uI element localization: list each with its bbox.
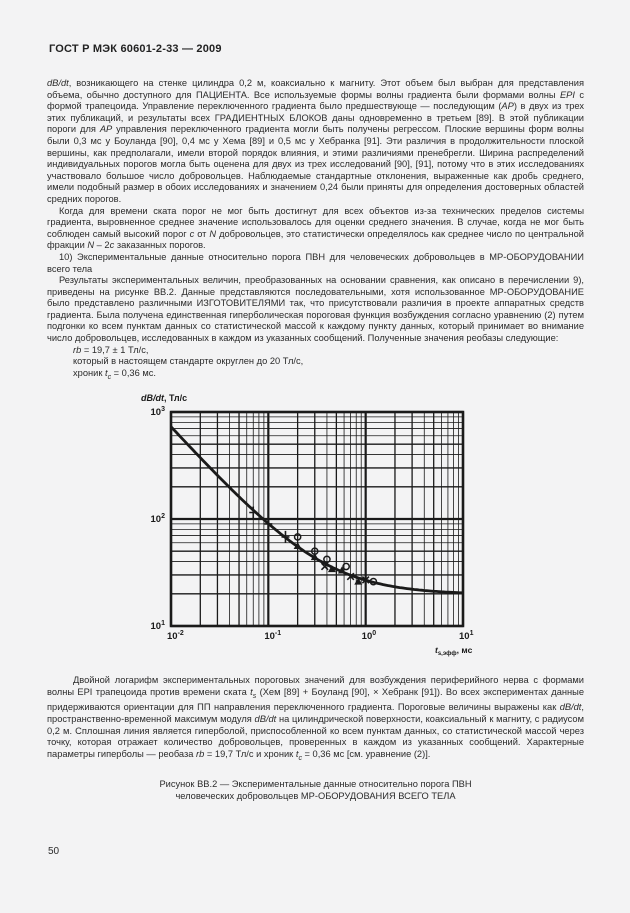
text-segment: , пространственно-временной максимум модуля (47, 702, 584, 724)
text-segment: на цилиндрической поверхности, коаксиальный к магниту, с радиусом 0,2 м. Сплошная линия является гиперболой, приспособленной ко всем пунктам данных, со статистической массой через точку, которая отражает количество добровольцев, проверенных в каждом из указанных сообщений. Характерные параметры гиперболы — реобаза (47, 713, 584, 759)
text-segment: t (104, 367, 108, 378)
y-tick-label: $10^1$ (150, 620, 165, 633)
paragraph (73, 356, 584, 368)
x-axis-label: $t_{s,эфф}$, мс (435, 645, 473, 658)
figure-caption (47, 778, 584, 802)
figure-bb2-chart (133, 389, 553, 667)
text-segment: c (109, 240, 115, 251)
text-segment: dB/dt (559, 702, 582, 713)
text-segment: t (250, 686, 253, 697)
fit-curve (171, 427, 463, 593)
text-segment: 10) Экспериментальные данные относительно порога ПВН для человеческих добровольцев в МР-ОБОРУДОВАНИИ всего тела (47, 251, 584, 274)
figure-caption-line2: человеческих добровольцев МР-ОБОРУДОВАНИЯ ВСЕГО ТЕЛА (175, 791, 456, 802)
text-segment: = 19,7 ± 1 Тл/с, (81, 344, 149, 355)
text-segment: заказанных порогов. (114, 240, 206, 251)
text-segment: который в настоящем стандарте округлен до 20 Тл/с, (73, 356, 304, 367)
text-segment: N (87, 240, 95, 251)
text-segment: (Хем [89] + Боуланд [90], × Хебранк [91]). Во всех экспериментах данные придерживаются ориентации для ПП направления переключенного градиента. Пороговые величины выражены как (47, 686, 584, 713)
paragraph (47, 252, 584, 275)
text-segment: = 0,36 мс [см. уравнение (2)]. (301, 748, 431, 759)
x-tick-label: $10^1$ (459, 630, 474, 643)
text-segment: AP (501, 101, 514, 112)
text-segment: с формой трапецоида. Управление переключенного градиента было предшествующе — последующим ( (47, 89, 585, 112)
text-segment: = 0,36 мс. (111, 367, 156, 378)
text-segment: Результаты экспериментальных величин, преобразованных на основании сравнения, как описано в перечислении 9), приведены на рисунке ВВ.2. Данные представляются последовательными, хотя использованное МР-ОБОРУДОВАНИЕ было представлено различными ИЗГОТОВИТЕЛЯМИ так, что присутствовали различия в проекте аппаратных средств градиента. Была получена единственная гиперболическая пороговая функция возбуждения согласно уравнению (2) путем подгонки ко всем пунктам данных со статистической массой к каждому пункту данных, который принимает во внимание число добровольцев, исследованных в каждом из указанных сообщений. Полученные значения реобазы следующие: (47, 275, 584, 344)
text-segment: t (295, 748, 299, 759)
x-tick-label: $10^0$ (361, 630, 377, 643)
page-number: 50 (48, 846, 60, 857)
text-segment: Двойной логарифм экспериментальных пороговых значений для возбуждения периферийного нерва с формами волны EPI трапецоида против времени ската (47, 675, 584, 697)
text-segment: управления переключенного градиента могли быть получены регрессом. Плоские вершины форм волны были 0,3 мс у Боуланда [90], 0,4 мс у Хема [89] и 0,5 мс у Хебранка [91]. Эти различия в продолжительности плоской вершины, как предполагали, имели второй порядок влияния, и этими различиями пренебрегли. Ширина распределений индивидуальных порогов могла быть оценена для двух из трех исследований [90], [91], потому что в этих исследованиях участвовало большое число добровольцев. Наблюдаемые стандартные отклонения, выраженные как дробь среднего, имели подобный размер в обоих исследованиях и значением 0,24 были приняты для определения достоверных областей средних порогов. (47, 124, 584, 204)
text-segment: AP (99, 124, 113, 135)
paragraph (47, 275, 584, 345)
y-tick-label: $10^3$ (150, 406, 165, 419)
text-segment: = 19,7 Тл/с и хроник (204, 748, 296, 759)
paragraph (47, 78, 584, 206)
y-axis-label: dB/dt, Тл/с (141, 393, 188, 404)
paragraph (47, 206, 584, 252)
x-tick-label: $10^{-2}$ (167, 630, 184, 643)
text-segment: dB/dt (254, 713, 277, 724)
x-tick-label: $10^{-1}$ (264, 630, 282, 643)
figure-description (47, 675, 584, 764)
text-segment: c (298, 754, 302, 762)
text-segment: dB/dt (47, 78, 69, 88)
text-segment: EPI (559, 89, 575, 100)
text-segment: c (107, 373, 112, 381)
text-segment: , возникающего на стенке цилиндра 0,2 м, коаксиально к магниту. Этот объем был выбран для представления объема, обычно доступного для ПАЦИЕНТА. Все используемые формы волны градиента были формами волны (47, 78, 584, 100)
text-segment: добровольцев, это статистически определялось как среднее число по центральной фракции (47, 228, 584, 251)
body-paragraphs (47, 78, 584, 383)
text-segment: c (189, 228, 195, 239)
text-segment: N (209, 228, 217, 239)
y-tick-label: $10^2$ (150, 513, 165, 526)
paragraph (73, 345, 584, 357)
text-segment: rb (196, 748, 205, 759)
paragraph (47, 675, 584, 764)
page-header: ГОСТ Р МЭК 60601-2-33 — 2009 (49, 43, 222, 55)
text-segment: – 2 (94, 240, 110, 251)
text-segment: s (252, 692, 257, 700)
text-segment: хроник (73, 367, 105, 378)
body-text (47, 78, 584, 802)
text-segment: rb (73, 344, 82, 355)
paragraph (73, 368, 584, 383)
figure-bb2 (133, 389, 584, 667)
text-segment: ) в двух из трех этих публикаций, и результаты всех ГРАДИЕНТНЫХ БЛОКОВ даны одновременно в третьем [89]. В этой публикации пороги для (47, 101, 584, 135)
figure-caption-line1: Рисунок ВВ.2 — Экспериментальные данные относительно порога ПВН (159, 779, 472, 790)
text-segment: от (194, 228, 210, 239)
text-segment: Когда для времени ската порог не мог быть достигнут для всех объектов из-за технических пределов системы градиента, выровненное среднее значение использовалось для оценки среднего значения. В случае, когда не мог быть соблюден самый высокий порог (47, 205, 584, 239)
